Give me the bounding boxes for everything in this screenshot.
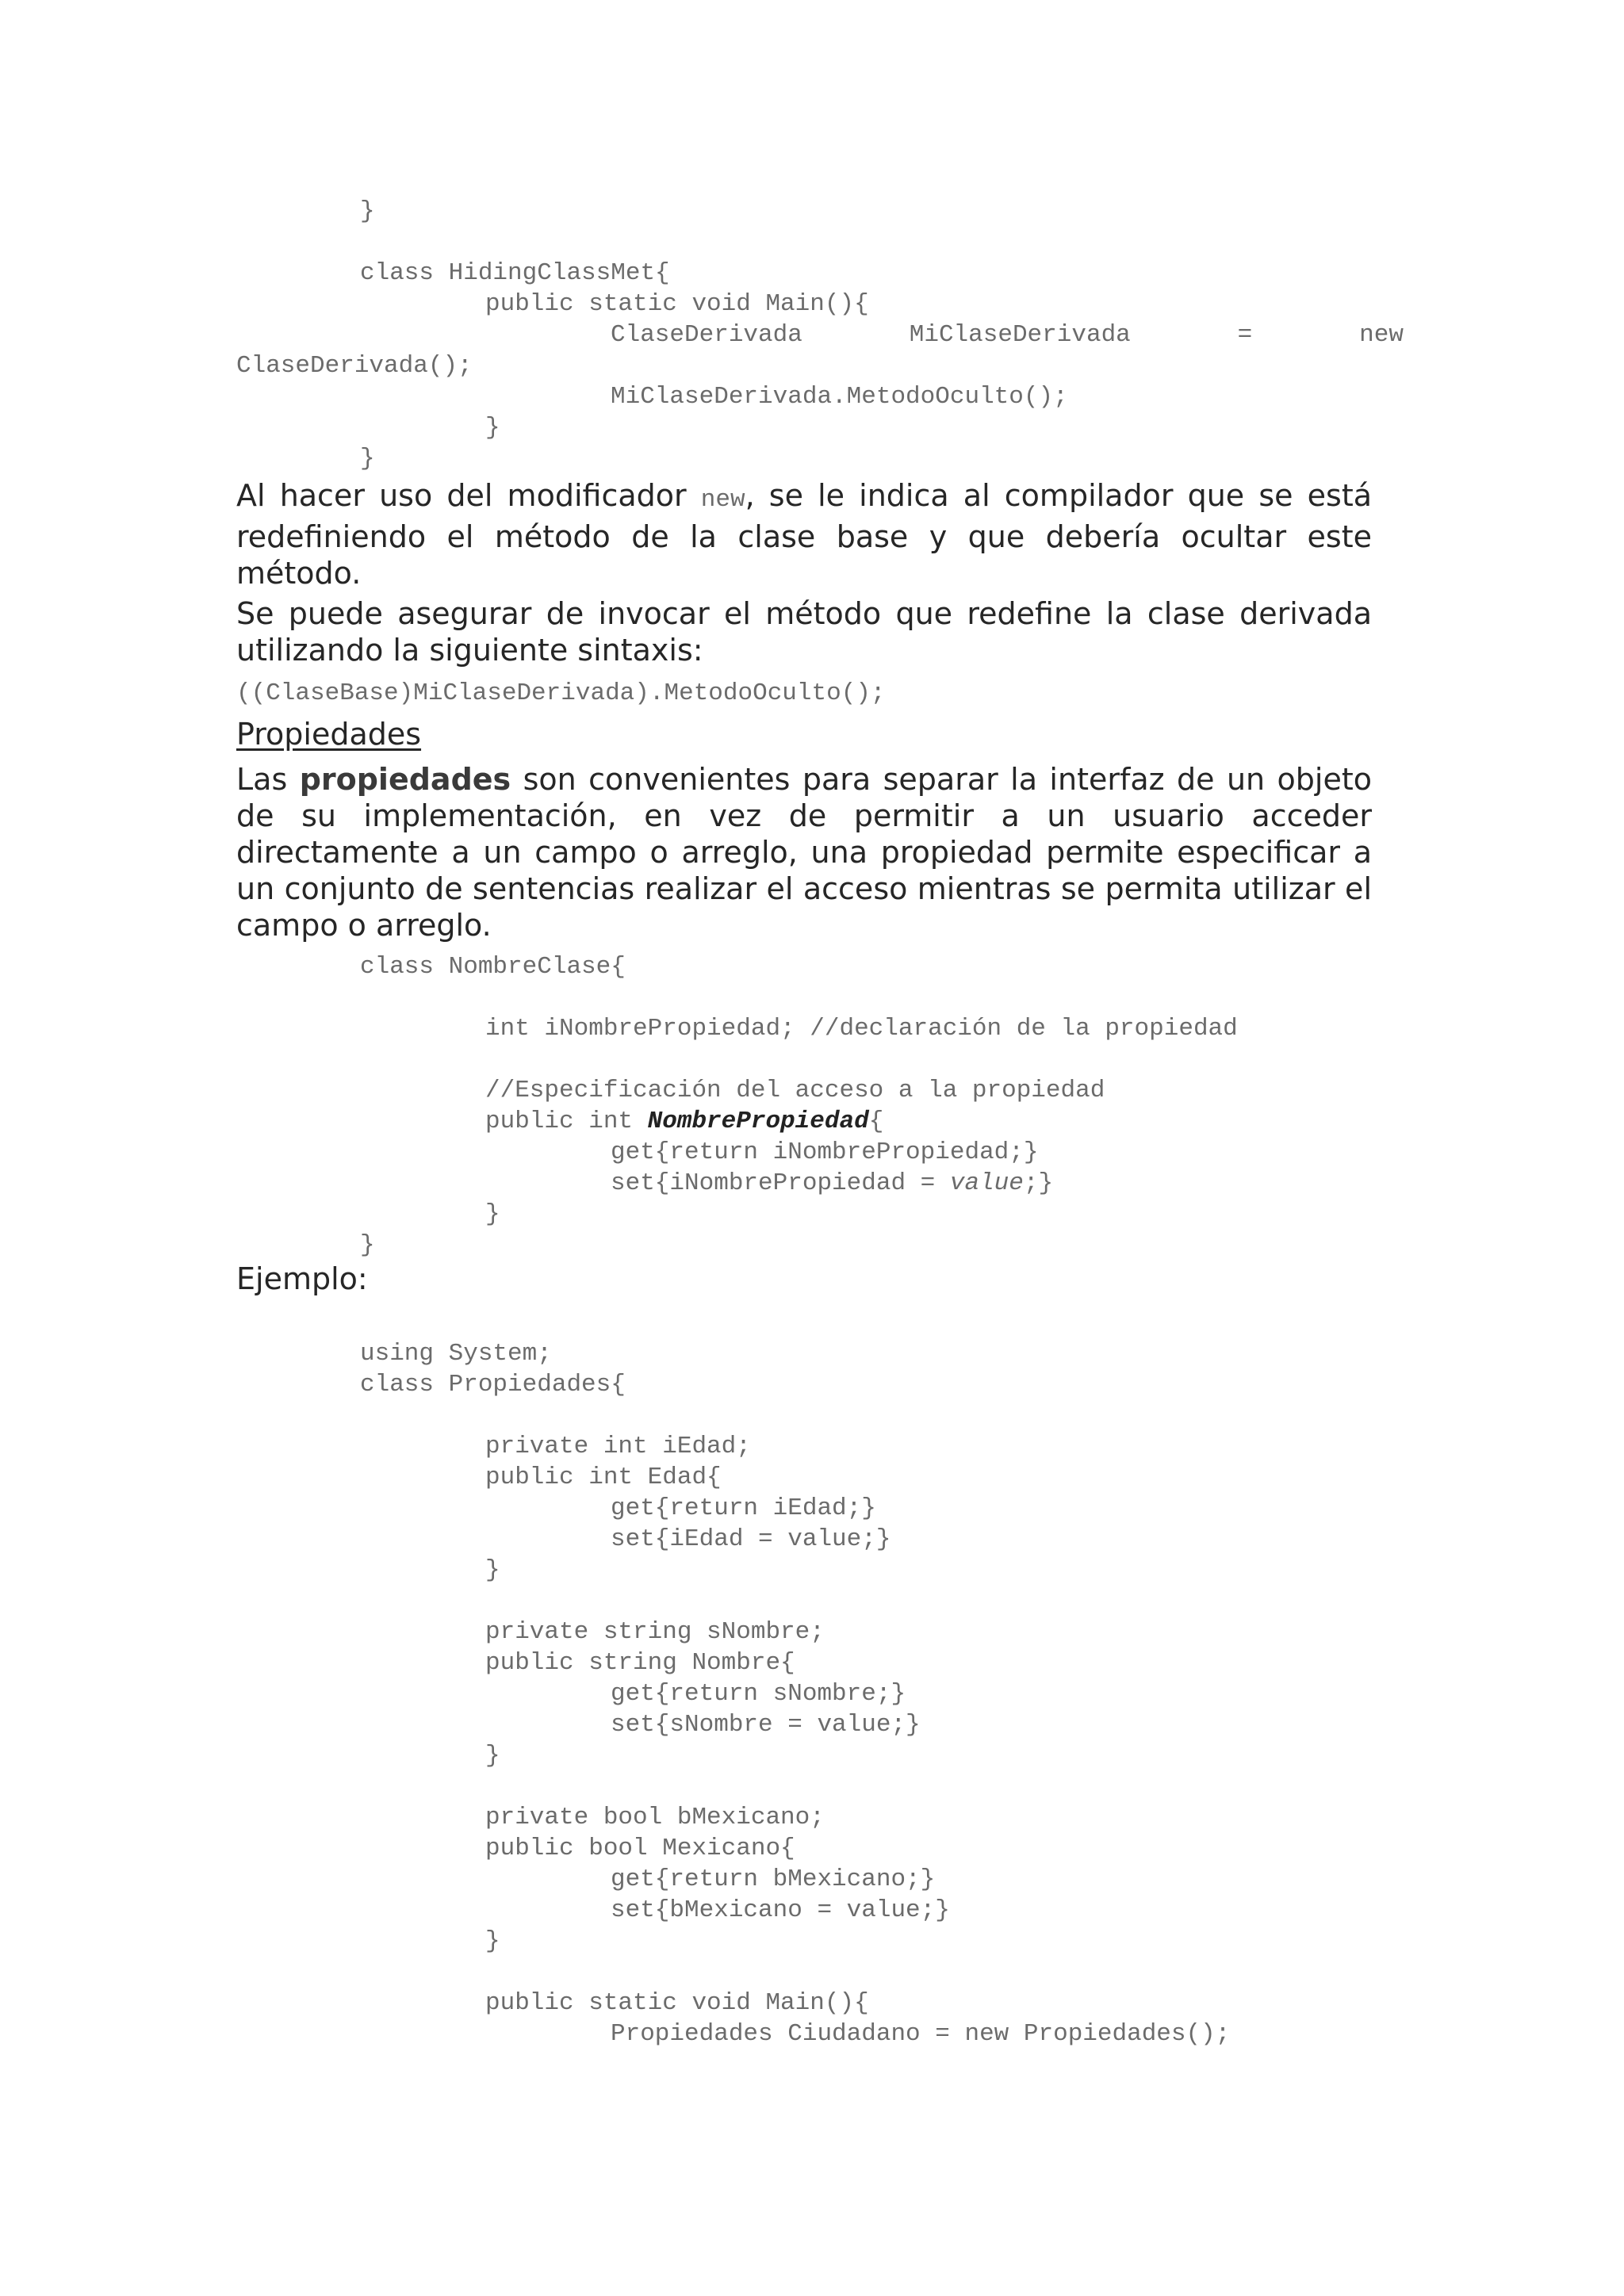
code-outer-close-brace: }: [360, 445, 375, 473]
code-prop-name: NombrePropiedad: [647, 1108, 869, 1135]
code-edad-field: private int iEdad;: [485, 1433, 751, 1460]
code-access-comment: //Especificación del acceso a la propiedad: [485, 1077, 1105, 1104]
code-decl-type: ClaseDerivada: [611, 321, 802, 349]
paragraph-props-text-1: Las: [236, 762, 300, 797]
code-prop-close-brace: }: [485, 1200, 500, 1228]
code-mexicano-setter: set{bMexicano = value;}: [611, 1896, 950, 1924]
code-closing-brace: }: [360, 197, 375, 225]
heading-propiedades: Propiedades: [236, 717, 422, 752]
code-edad-getter: get{return iEdad;}: [611, 1494, 876, 1522]
code-main-method: public static void Main(){: [485, 1989, 869, 2017]
paragraph-invoke-method: Se puede asegurar de invocar el método que redefine la clase derivada utilizando la siguiente sintaxis:: [236, 596, 1372, 668]
code-field-declaration: int iNombrePropiedad; //declaración de la propiedad: [485, 1015, 1238, 1043]
paragraph-new-text-1: Al hacer uso del modificador: [236, 478, 701, 513]
code-decl-new: new: [1359, 321, 1404, 349]
code-class-nombreclase: class NombreClase{: [360, 953, 626, 981]
code-mexicano-getter: get{return bMexicano;}: [611, 1866, 936, 1893]
code-main-declaration: public static void Main(){: [485, 290, 869, 318]
paragraph-new-modifier: [236, 477, 1372, 591]
code-decl-equals: =: [1237, 321, 1253, 349]
code-edad-close: }: [485, 1556, 500, 1584]
code-new-instance: Propiedades Ciudadano = new Propiedades();: [611, 2020, 1231, 2048]
code-set-value: value: [949, 1169, 1024, 1197]
code-nombre-getter: get{return sNombre;}: [611, 1680, 906, 1708]
paragraph-new-text-2: , se le indica al compilador que se está redefiniendo el método de la clase base y que debería ocultar este método.: [236, 478, 1372, 591]
code-nombre-property: public string Nombre{: [485, 1649, 795, 1677]
inline-code-new: new: [700, 486, 745, 514]
code-nombre-close: }: [485, 1742, 500, 1770]
code-nombre-field: private string sNombre;: [485, 1618, 825, 1646]
code-prop-prefix: public int: [485, 1108, 648, 1135]
code-edad-setter: set{iEdad = value;}: [611, 1525, 891, 1553]
label-ejemplo: Ejemplo:: [236, 1261, 368, 1296]
code-prop-suffix: {: [868, 1108, 884, 1135]
code-method-call: MiClaseDerivada.MetodoOculto();: [611, 383, 1068, 411]
paragraph-props-text-2: son convenientes para separar la interfaz de un objeto de su implementación, en vez de permitir a un usuario acceder directamente a un campo o arreglo, una propiedad permite especificar a un conjunto de sentencias realizar el acceso mientras se permita utilizar el campo o arreglo.: [236, 762, 1372, 943]
code-variable-declaration: [611, 320, 1404, 350]
code-decl-name: MiClaseDerivada: [909, 321, 1131, 349]
code-property-declaration: [485, 1106, 883, 1137]
term-propiedades: propiedades: [299, 762, 511, 797]
code-invoke-syntax: ((ClaseBase)MiClaseDerivada).MetodoOculto();: [236, 679, 886, 707]
code-mexicano-close: }: [485, 1927, 500, 1955]
code-mexicano-property: public bool Mexicano{: [485, 1835, 795, 1862]
code-set-prefix: set{iNombrePropiedad =: [611, 1169, 950, 1197]
code-class-hidingclassmet: class HidingClassMet{: [360, 259, 670, 287]
code-edad-property: public int Edad{: [485, 1464, 722, 1491]
paragraph-propiedades: [236, 761, 1372, 943]
code-getter: get{return iNombrePropiedad;}: [611, 1138, 1039, 1166]
code-mexicano-field: private bool bMexicano;: [485, 1804, 825, 1831]
code-class-close-brace: }: [360, 1231, 375, 1259]
code-declaration-continuation: ClaseDerivada();: [236, 352, 473, 380]
code-nombre-setter: set{sNombre = value;}: [611, 1711, 921, 1739]
code-setter: [611, 1168, 1053, 1199]
code-inner-close-brace: }: [485, 414, 500, 442]
code-class-propiedades: class Propiedades{: [360, 1371, 626, 1399]
code-set-suffix: ;}: [1023, 1169, 1054, 1197]
code-using-system: using System;: [360, 1340, 552, 1368]
